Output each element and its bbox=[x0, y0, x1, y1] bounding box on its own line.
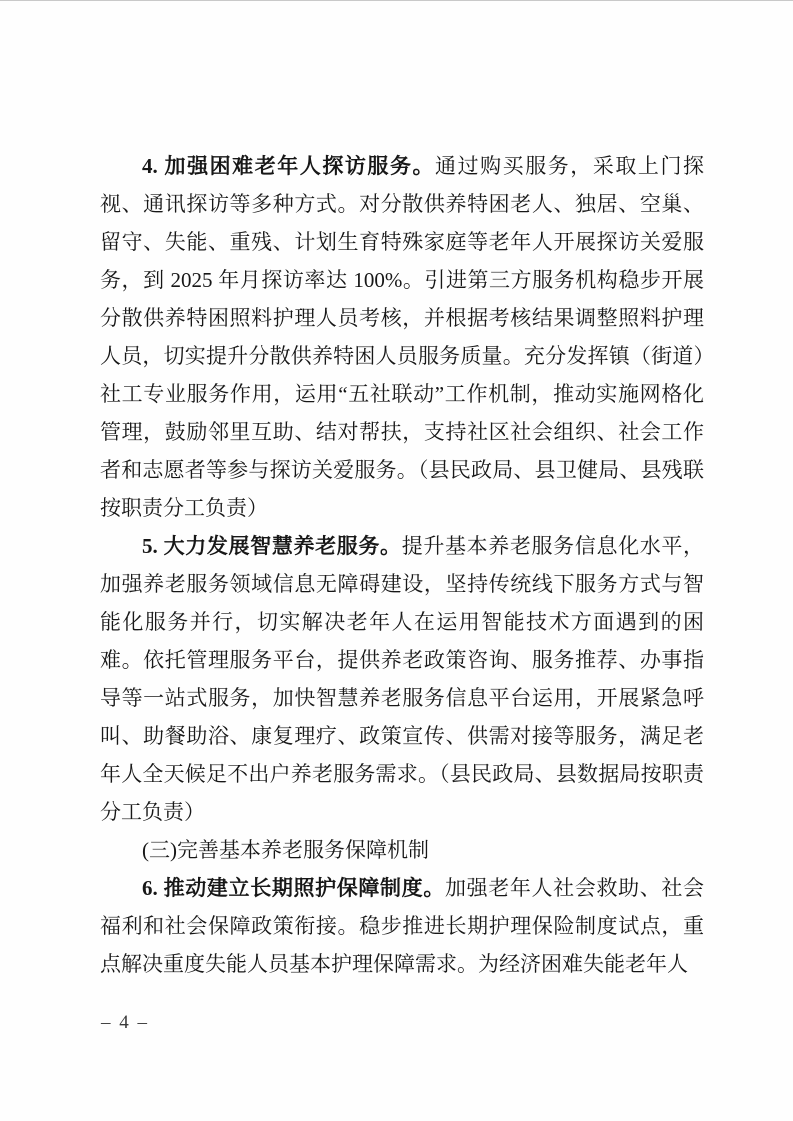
paragraph-5-responsible-units: （县民政局、县数据局按职责分工负责） bbox=[100, 762, 705, 824]
paragraph-4-responsible-units: （县民政局、县卫健局、县残联按职责分工负责） bbox=[100, 458, 705, 520]
paragraph-6-body: 加强老年人社会救助、社会福利和社会保障政策衔接。稳步推进长期护理保险制度试点，重点解决重度失能人员基本护理保障需求。为经济困难失能老年人 bbox=[100, 876, 705, 976]
paragraph-5-heading: 5. 大力发展智慧养老服务。 bbox=[142, 534, 402, 558]
paragraph-item-4 bbox=[100, 147, 704, 527]
scan-edge-line bbox=[0, 0, 793, 1]
section-heading-3 bbox=[100, 831, 704, 869]
paragraph-item-6 bbox=[100, 869, 704, 983]
page-number: – 4 – bbox=[101, 1012, 149, 1033]
paragraph-4-body: 通过购买服务，采取上门探视、通讯探访等多种方式。对分散供养特困老人、独居、空巢、留守、失能、重残、计划生育特殊家庭等老年人开展探访关爱服务，到 2025 年月探访率达 100%。引进第三方服务机构稳步开展分散供养特困照料护理人员考核，并根据考核结果调整照料护理人员，切实提升分散供养特困人员服务质量。充分发挥镇（街道）社工专业服务作用，运用“五社联动”工作机制，推动实施网格化管理，鼓励邻里互助、结对帮扶，支持社区社会组织、社会工作者和志愿者等参与探访关爱服务。 bbox=[100, 154, 705, 482]
document-body bbox=[100, 147, 704, 983]
paragraph-5-body: 提升基本养老服务信息化水平，加强养老服务领域信息无障碍建设，坚持传统线下服务方式与智能化服务并行，切实解决老年人在运用智能技术方面遇到的困难。依托管理服务平台，提供养老政策咨询、服务推荐、办事指导等一站式服务，加快智慧养老服务信息平台运用，开展紧急呼叫、助餐助浴、康复理疗、政策宣传、供需对接等服务，满足老年人全天候足不出户养老服务需求。 bbox=[100, 534, 705, 786]
paragraph-4-heading: 4. 加强困难老年人探访服务。 bbox=[142, 154, 436, 178]
paragraph-6-heading: 6. 推动建立长期照护保障制度。 bbox=[142, 876, 445, 900]
section-heading-3-text: (三)完善基本养老服务保障机制 bbox=[142, 838, 429, 862]
paragraph-item-5 bbox=[100, 527, 704, 831]
